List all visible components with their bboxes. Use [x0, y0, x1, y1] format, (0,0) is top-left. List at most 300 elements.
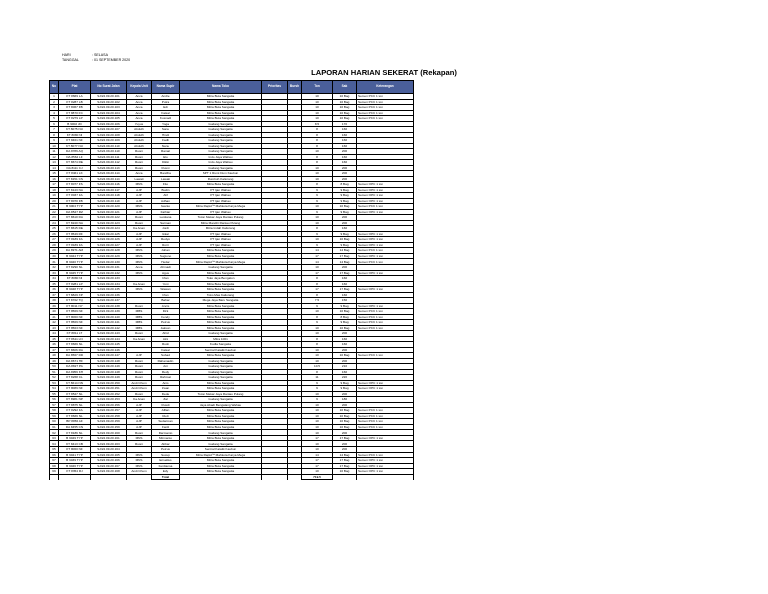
- cell-ton: 9: [302, 187, 333, 193]
- cell-plat: B 9045 TYP: [59, 270, 91, 276]
- cell-nama-toko: Mitra Buta Sangatta: [180, 281, 262, 287]
- cell-plat: KT 8611 LN: [59, 336, 91, 342]
- cell-plat: KT 8011 NY: [59, 303, 91, 309]
- cell-keterangan: Semen PCC 1 ton: [357, 110, 414, 116]
- table-row: [50, 353, 414, 359]
- report-title: LAPORAN HARIAN SEKERAT (Rekapan): [311, 68, 457, 77]
- cell-sak: 200: [333, 402, 357, 408]
- table-row: [50, 314, 414, 320]
- cell-nama-toko: Mitra Buta Sangatta: [180, 325, 262, 331]
- cell-ton: 8: [302, 154, 333, 160]
- cell-sak: 9 Bag: [333, 320, 357, 326]
- cell-nama-supir: Putra: [152, 99, 180, 105]
- cell-nama-supir: Mirmanto: [152, 435, 180, 441]
- cell-kepala-unit: Anca: [127, 110, 152, 116]
- cell-plat: KT 8669 NL: [59, 342, 91, 348]
- cell-kepala-unit: Rusni: [127, 165, 152, 171]
- cell-plat: KT 8292 FA: [59, 408, 91, 414]
- cell-plat: DA 8671 HF: [59, 358, 91, 364]
- cell-ton: 9: [302, 193, 333, 199]
- cell-sak: 200: [333, 347, 357, 353]
- total-blank-cell: [127, 474, 152, 480]
- cell-plat: KT 8080 NI: [59, 276, 91, 282]
- cell-no-surat-jalan: SJ/24.09.20.168: [91, 469, 127, 475]
- cell-nama-toko: Indo Jaya Wahau: [180, 154, 262, 160]
- col-header-kepala-unit: Kepala Unit: [127, 81, 152, 94]
- cell-nama-supir: Budin: [152, 187, 180, 193]
- cell-plat: KT 8461 LK: [59, 171, 91, 177]
- cell-no-surat-jalan: SJ/24.09.20.149: [91, 364, 127, 370]
- cell-plat: KT 8143 NA: [59, 187, 91, 193]
- cell-kepala-unit: AJP: [127, 187, 152, 193]
- cell-nama-supir: Irwan: [152, 386, 180, 392]
- cell-ton: 10: [302, 215, 333, 221]
- cell-no-surat-jalan: SJ/24.09.20.151: [91, 386, 127, 392]
- cell-no-surat-jalan: SJ/24.09.20.120: [91, 204, 127, 210]
- cell-no: 56: [50, 397, 59, 403]
- cell-sak: 160: [333, 143, 357, 149]
- cell-ton: 17: [302, 287, 333, 293]
- cell-nama-toko: Mitra Buta Sangatta: [180, 116, 262, 122]
- cell-no: 42: [50, 320, 59, 326]
- cell-nama-supir: Hedar: [152, 259, 180, 265]
- cell-keterangan: Semen OPC 1 ton: [357, 469, 414, 475]
- cell-plat: KT 8702 TQ: [59, 298, 91, 304]
- cell-ton: 9: [302, 320, 333, 326]
- cell-nama-toko: Toton Mekar Jaya Rantau Pulang: [180, 215, 262, 221]
- cell-no-surat-jalan: SJ/24.09.20.109: [91, 138, 127, 144]
- cell-ton: 9: [302, 231, 333, 237]
- cell-no-surat-jalan: SJ/24.09.20.138: [91, 303, 127, 309]
- cell-ton: 10: [302, 353, 333, 359]
- cell-sak: 17 Bag: [333, 458, 357, 464]
- cell-plat: KT 8413 CB: [59, 441, 91, 447]
- cell-sak: 17 Bag: [333, 463, 357, 469]
- cell-nama-supir: Faisal: [152, 347, 180, 353]
- cell-sak: 200: [333, 264, 357, 270]
- cell-kepala-unit: MNS: [127, 463, 152, 469]
- cell-no-surat-jalan: SJ/24.09.20.118: [91, 193, 127, 199]
- cell-plat: KT 8615 DE: [59, 226, 91, 232]
- cell-sak: 200: [333, 215, 357, 221]
- cell-no-surat-jalan: SJ/24.09.20.107: [91, 127, 127, 133]
- cell-sak: 150: [333, 298, 357, 304]
- cell-nama-toko: Mitra Buta Sangatta: [180, 253, 262, 259]
- cell-sak: 160: [333, 160, 357, 166]
- cell-nama-toko: PT Ijan Wahau: [180, 187, 262, 193]
- cell-no-surat-jalan: SJ/24.09.20.129: [91, 253, 127, 259]
- cell-nama-toko: Gudang Sangatta: [180, 430, 262, 436]
- cell-kepala-unit: Abdulh: [127, 127, 152, 133]
- cell-nama-toko: Gudang Sangatta: [180, 121, 262, 127]
- cell-ton: 9: [302, 386, 333, 392]
- cell-kepala-unit: AJP: [127, 402, 152, 408]
- cell-plat: KT 8281 LP: [59, 281, 91, 287]
- cell-kepala-unit: Yuyus: [127, 121, 152, 127]
- cell-plat: KT 8060 NF: [59, 447, 91, 453]
- cell-nama-toko: Mitra Buta Sangatta: [180, 309, 262, 315]
- cell-nama-supir: Lawati: [152, 176, 180, 182]
- hari-value: : SELASA: [92, 53, 108, 57]
- cell-nama-toko: Mitra Buta Sangatta: [180, 469, 262, 475]
- cell-nama-supir: Edi: [152, 105, 180, 111]
- cell-keterangan: Semen OPC 1 ton: [357, 386, 414, 392]
- cell-plat: KT 8606 RA: [59, 347, 91, 353]
- cell-sak: 170: [333, 121, 357, 127]
- cell-nama-toko: PT Ijan Wahau: [180, 231, 262, 237]
- col-header-plat: Plat: [59, 81, 91, 94]
- cell-no-surat-jalan: SJ/24.09.20.112: [91, 160, 127, 166]
- cell-plat: B 9048 TYP: [59, 287, 91, 293]
- cell-nama-toko: Gudang Sangatta: [180, 375, 262, 381]
- table-header-row: [50, 81, 414, 94]
- cell-no: 48: [50, 353, 59, 359]
- cell-no-surat-jalan: SJ/24.09.20.113: [91, 165, 127, 171]
- cell-nama-supir: Andre: [152, 94, 180, 100]
- cell-no-surat-jalan: SJ/24.09.20.143: [91, 331, 127, 337]
- cell-kepala-unit: Ka Anan: [127, 336, 152, 342]
- cell-nama-toko: Gudang Sangatta: [180, 143, 262, 149]
- cell-keterangan: Semen OPC 1 ton: [357, 242, 414, 248]
- cell-no: 19: [50, 193, 59, 199]
- cell-nama-supir: Anis: [152, 380, 180, 386]
- cell-no: 20: [50, 198, 59, 204]
- cell-ton: 9: [302, 380, 333, 386]
- cell-plat: KT 8268 CL: [59, 375, 91, 381]
- cell-nama-toko: Indo Jaya Wahau: [180, 160, 262, 166]
- cell-kepala-unit: Ka Anan: [127, 397, 152, 403]
- cell-sak: 200: [333, 176, 357, 182]
- cell-ton: 8: [302, 132, 333, 138]
- cell-no-surat-jalan: SJ/24.09.20.116: [91, 182, 127, 188]
- cell-kepala-unit: AJP: [127, 237, 152, 243]
- cell-nama-supir: Fito: [152, 182, 180, 188]
- cell-no: 3: [50, 105, 59, 111]
- cell-nama-supir: Dede: [152, 391, 180, 397]
- cell-no: 49: [50, 358, 59, 364]
- cell-plat: KT 8569 NF: [59, 320, 91, 326]
- table-row: [50, 380, 414, 386]
- cell-no: 11: [50, 149, 59, 155]
- cell-sak: 9 Bag: [333, 242, 357, 248]
- cell-nama-supir: Rusdi: [152, 402, 180, 408]
- cell-plat: KT 8151 CS: [59, 176, 91, 182]
- cell-ton: 8: [302, 342, 333, 348]
- cell-ton: 10: [302, 165, 333, 171]
- cell-ton: 8.5: [302, 121, 333, 127]
- cell-kepala-unit: MNS: [127, 253, 152, 259]
- cell-ton: 17: [302, 270, 333, 276]
- cell-kepala-unit: Abdulh: [127, 143, 152, 149]
- cell-no: 41: [50, 314, 59, 320]
- cell-sak: 9 Bag: [333, 380, 357, 386]
- cell-plat: BP 8956 AF: [59, 419, 91, 425]
- cell-ton: 8: [302, 143, 333, 149]
- hari-label: HARI: [62, 53, 71, 57]
- cell-ton: 8: [302, 226, 333, 232]
- cell-no: 67: [50, 458, 59, 464]
- cell-no-surat-jalan: SJ/24.09.20.119: [91, 198, 127, 204]
- cell-no: 16: [50, 176, 59, 182]
- cell-ton: 8: [302, 336, 333, 342]
- cell-no-surat-jalan: SJ/24.09.20.135: [91, 287, 127, 293]
- cell-nama-toko: Gudang Sangatta: [180, 331, 262, 337]
- cell-nama-toko: PT Ijan Wahau: [180, 209, 262, 215]
- cell-plat: KT 8077 FS: [59, 182, 91, 188]
- col-header-no: No: [50, 81, 59, 94]
- cell-no: 32: [50, 264, 59, 270]
- cell-no-surat-jalan: SJ/24.09.20.148: [91, 358, 127, 364]
- cell-sak: 160: [333, 292, 357, 298]
- cell-no: 8: [50, 132, 59, 138]
- cell-plat: KT 8089 NF: [59, 386, 91, 392]
- cell-nama-supir: Fathiar: [152, 209, 180, 215]
- cell-no: 62: [50, 430, 59, 436]
- cell-no-surat-jalan: SJ/24.09.20.127: [91, 242, 127, 248]
- cell-ton: 7.5: [302, 298, 333, 304]
- cell-plat: DA 8971 AM: [59, 248, 91, 254]
- cell-nama-supir: Agus: [152, 270, 180, 276]
- table-row: [50, 248, 414, 254]
- cell-kepala-unit: Abdulh: [127, 138, 152, 144]
- cell-keterangan: Semen OPC 1 ton: [357, 198, 414, 204]
- cell-no-surat-jalan: SJ/24.09.20.148: [91, 369, 127, 375]
- cell-plat: DA 8786 AQ: [59, 149, 91, 155]
- cell-nama-supir: Hindi: [152, 132, 180, 138]
- cell-kepala-unit: Anca: [127, 116, 152, 122]
- cell-no-surat-jalan: SJ/24.09.20.130: [91, 259, 127, 265]
- cell-plat: KT 8669 NL: [59, 413, 91, 419]
- cell-nama-supir: Rusli: [152, 342, 180, 348]
- cell-no-surat-jalan: SJ/24.09.20.108: [91, 132, 127, 138]
- cell-no: 69: [50, 469, 59, 475]
- cell-no: 36: [50, 287, 59, 293]
- cell-plat: KT 8080 NI: [59, 132, 91, 138]
- cell-nama-supir: Sarman: [152, 220, 180, 226]
- cell-kepala-unit: AJP: [127, 193, 152, 199]
- cell-kepala-unit: Anca: [127, 99, 152, 105]
- cell-nama-supir: Ramal: [152, 149, 180, 155]
- cell-ton: 9: [302, 198, 333, 204]
- cell-kepala-unit: Anca: [127, 94, 152, 100]
- cell-nama-toko: Sentral Katalik Kaubun: [180, 347, 262, 353]
- cell-no: 25: [50, 226, 59, 232]
- cell-keterangan: Semen PCC 1 ton: [357, 204, 414, 210]
- cell-kepala-unit: AJP: [127, 242, 152, 248]
- cell-no-surat-jalan: SJ/24.09.20.123: [91, 220, 127, 226]
- cell-sak: 160: [333, 369, 357, 375]
- cell-keterangan: Semen PCC 1 ton: [357, 309, 414, 315]
- cell-sak: 10 Bag: [333, 204, 357, 210]
- cell-ton: 10: [302, 149, 333, 155]
- cell-nama-toko: Mitra Buta Sangatta: [180, 380, 262, 386]
- cell-ton: 9: [302, 209, 333, 215]
- cell-nama-toko: PT Ijan Wahau: [180, 198, 262, 204]
- cell-nama-toko: PT Ijan Wahau: [180, 242, 262, 248]
- cell-ton: 9: [302, 397, 333, 403]
- cell-kepala-unit: Andi Chum: [127, 469, 152, 475]
- cell-kepala-unit: Anca: [127, 171, 152, 177]
- cell-no-surat-jalan: SJ/24.09.20.101: [91, 94, 127, 100]
- cell-plat: KT 8569 NF: [59, 309, 91, 315]
- cell-keterangan: Semen OPC 1 ton: [357, 187, 414, 193]
- cell-kepala-unit: AJP: [127, 353, 152, 359]
- cell-nama-toko: Mitra Buta Sangatta: [180, 424, 262, 430]
- cell-kepala-unit: Rusni: [127, 154, 152, 160]
- cell-no: 52: [50, 375, 59, 381]
- cell-nama-supir: Sanu: [152, 127, 180, 133]
- cell-ton: 10: [302, 220, 333, 226]
- cell-nama-supir: Fardi: [152, 424, 180, 430]
- cell-ton: 10: [302, 110, 333, 116]
- cell-nama-supir: Irfan: [152, 292, 180, 298]
- cell-kepala-unit: Andi Chum: [127, 386, 152, 392]
- cell-nama-toko: Mitra Mandiri Rantau Pulang: [180, 220, 262, 226]
- table-row: [50, 309, 414, 315]
- cell-nama-supir: Aini: [152, 336, 180, 342]
- cell-nama-supir: Rudi: [152, 413, 180, 419]
- cell-ton: 10: [302, 237, 333, 243]
- cell-plat: DA 8567 DD: [59, 353, 91, 359]
- cell-plat: KT 8563 NF: [59, 325, 91, 331]
- cell-ton: 8: [302, 127, 333, 133]
- cell-sak: 160: [333, 154, 357, 160]
- cell-nama-toko: Mitra Buta Sangatta: [180, 458, 262, 464]
- cell-keterangan: Semen OPC 1 ton: [357, 209, 414, 215]
- cell-no: 44: [50, 331, 59, 337]
- cell-sak: 160: [333, 276, 357, 282]
- cell-nama-toko: Mitra Buta Sangatta: [180, 110, 262, 116]
- cell-no: 59: [50, 413, 59, 419]
- cell-nama-toko: Gudang Sangatta: [180, 358, 262, 364]
- cell-plat: KT 8981 NP: [59, 397, 91, 403]
- cell-sak: 9 Bag: [333, 193, 357, 199]
- cell-ton: 10: [302, 325, 333, 331]
- cell-nama-supir: Irfan: [152, 276, 180, 282]
- cell-nama-supir: Wawan: [152, 287, 180, 293]
- report-table: [49, 80, 414, 480]
- cell-no-surat-jalan: SJ/24.09.20.132: [91, 270, 127, 276]
- cell-ton: 10: [302, 413, 333, 419]
- cell-sak: 200: [333, 171, 357, 177]
- cell-ton: 14: [302, 259, 333, 265]
- cell-sak: 10 Bag: [333, 408, 357, 414]
- cell-nama-supir: Bahar: [152, 298, 180, 304]
- table-row: [50, 452, 414, 458]
- cell-nama-toko: Mitra Buta Sangatta: [180, 270, 262, 276]
- total-blank-cell: [262, 474, 288, 480]
- cell-sak: 200: [333, 441, 357, 447]
- cell-ton: 10: [302, 424, 333, 430]
- cell-kepala-unit: AJP: [127, 198, 152, 204]
- cell-nama-supir: Fadli: [152, 138, 180, 144]
- cell-nama-toko: Gudang Sangatta: [180, 364, 262, 370]
- cell-kepala-unit: Rusni: [127, 149, 152, 155]
- cell-no: 65: [50, 447, 59, 453]
- cell-no: 38: [50, 298, 59, 304]
- cell-plat: B 9004 TYP: [59, 204, 91, 210]
- hari-row: [62, 53, 108, 57]
- cell-ton: 10: [302, 331, 333, 337]
- cell-ton: 10: [302, 408, 333, 414]
- cell-ton: 10: [302, 391, 333, 397]
- cell-ton: 8: [302, 138, 333, 144]
- cell-sak: 10 Bag: [333, 99, 357, 105]
- cell-sak: 200: [333, 220, 357, 226]
- cell-ton: 8: [302, 182, 333, 188]
- cell-no: 2: [50, 99, 59, 105]
- cell-keterangan: Semen OPC 1 ton: [357, 270, 414, 276]
- cell-nama-supir: Johan: [152, 248, 180, 254]
- cell-nama-supir: Darmanto: [152, 430, 180, 436]
- cell-sak: 9 Bag: [333, 209, 357, 215]
- cell-plat: KT 8829 XP: [59, 292, 91, 298]
- cell-sak: 10 Bag: [333, 353, 357, 359]
- cell-no-surat-jalan: SJ/24.09.20.159: [91, 419, 127, 425]
- cell-nama-supir: Ahmadi: [152, 264, 180, 270]
- cell-sak: 9 Bag: [333, 198, 357, 204]
- total-blank-cell: [288, 474, 302, 480]
- cell-plat: B 9046 TYP: [59, 463, 91, 469]
- cell-nama-supir: Yoni: [152, 281, 180, 287]
- cell-nama-toko: Mitra Buta Sangatta: [180, 435, 262, 441]
- cell-nama-supir: Fendy: [152, 314, 180, 320]
- cell-kepala-unit: Rusni: [127, 441, 152, 447]
- cell-nama-toko: Mitra Buta Sangatta: [180, 94, 262, 100]
- cell-ton: 17: [302, 435, 333, 441]
- cell-no-surat-jalan: SJ/24.09.20.139: [91, 309, 127, 315]
- cell-kepala-unit: Ka Anan: [127, 226, 152, 232]
- cell-no: 60: [50, 419, 59, 425]
- col-header-keterangan: Keterangan: [357, 81, 414, 94]
- cell-kepala-unit: Rusni: [127, 215, 152, 221]
- cell-kepala-unit: Rusni: [127, 358, 152, 364]
- cell-keterangan: Semen PCC 1 ton: [357, 424, 414, 430]
- cell-no: 27: [50, 237, 59, 243]
- cell-nama-supir: Redyo: [152, 237, 180, 243]
- cell-keterangan: Semen OPC 1 ton: [357, 435, 414, 441]
- cell-nama-toko: Mitra Rapid™ Mahkota Karya Mega: [180, 452, 262, 458]
- cell-sak: 14 Bag: [333, 248, 357, 254]
- cell-nama-supir: Ahid: [152, 331, 180, 337]
- cell-no-surat-jalan: SJ/24.09.20.126: [91, 237, 127, 243]
- cell-no: 22: [50, 209, 59, 215]
- table-row: [50, 413, 414, 419]
- table-row: [50, 204, 414, 210]
- cell-no-surat-jalan: SJ/24.09.20.167: [91, 463, 127, 469]
- cell-no: 47: [50, 347, 59, 353]
- cell-no-surat-jalan: SJ/24.09.20.142: [91, 325, 127, 331]
- table-row: [50, 94, 414, 100]
- cell-nama-supir: Abbar: [152, 441, 180, 447]
- cell-plat: KT 8240 NA: [59, 220, 91, 226]
- cell-sak: 10 Bag: [333, 105, 357, 111]
- cell-no: 31: [50, 259, 59, 265]
- cell-no-surat-jalan: SJ/24.09.20.102: [91, 99, 127, 105]
- cell-sak: 200: [333, 165, 357, 171]
- cell-keterangan: Semen OPC 1 ton: [357, 303, 414, 309]
- cell-no-surat-jalan: SJ/24.09.20.146: [91, 347, 127, 353]
- cell-ton: 17: [302, 463, 333, 469]
- cell-no: 51: [50, 369, 59, 375]
- cell-keterangan: Semen PCC 1 ton: [357, 413, 414, 419]
- cell-nama-toko: Mitra Buta Sangatta: [180, 314, 262, 320]
- cell-kepala-unit: Abdulh: [127, 132, 152, 138]
- cell-kepala-unit: MNS: [127, 248, 152, 254]
- cell-no: 33: [50, 270, 59, 276]
- cell-keterangan: Semen OPC 1 ton: [357, 231, 414, 237]
- cell-nama-toko: Kudla Sangatta: [180, 342, 262, 348]
